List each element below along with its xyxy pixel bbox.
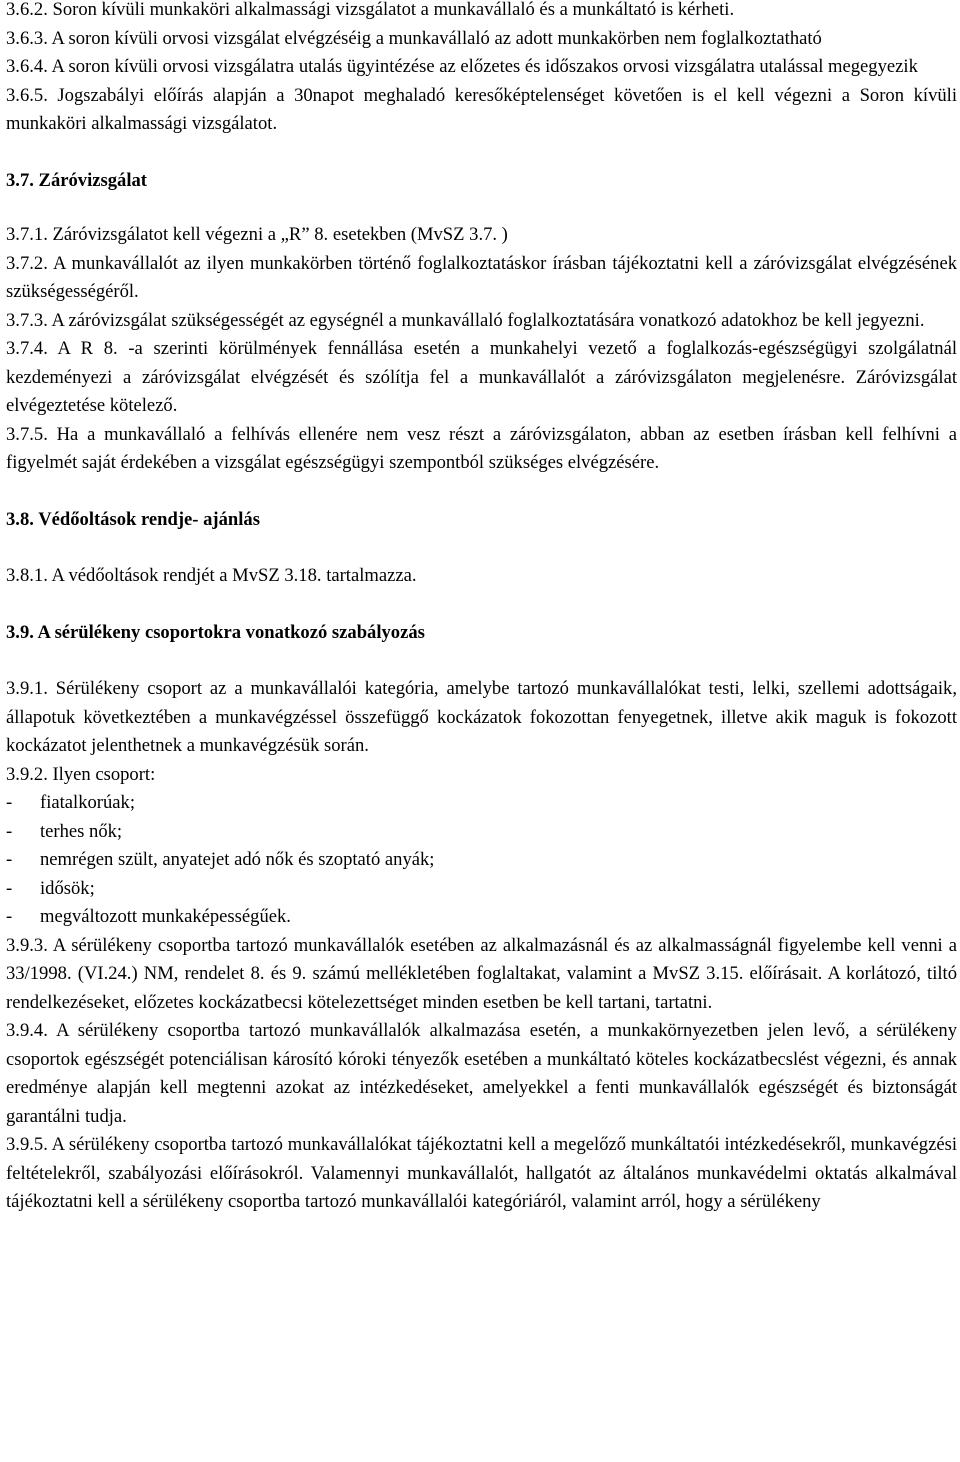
spacer [6,591,957,619]
list-item-text: fiatalkorúak; [40,792,135,813]
list-item-text: terhes nők; [40,820,123,842]
paragraph-3-9-5: 3.9.5. A sérülékeny csoportba tartozó munkavállalókat tájékoztatni kell a megelőző munkáltatói intézkedésekről, munkavégzési feltételekről, szabályozási előírásokról. Valamennyi munkavállalót, hallgatót az általános munkavédelmi oktatás alkalmával tájékoztatni kell a sérülékeny csoportba tartozó munkavállalói kategóriáról, valamint arról, hogy a sérülékeny [6,1134,957,1212]
list-item [6,903,957,932]
paragraph-3-7-4: 3.7.4. A R 8. -a szerinti körülmények fennállása esetén a munkahelyi vezető a foglalkozás-egészségügyi szolgálatnál kezdeményezi a záróvizsgálat elvégzését és szólítja fel a munkavállalót a záróvizsgálaton megjelenésre. Záróvizsgálat elvégeztetése kötelező. [6,338,957,416]
paragraph-3-9-3: 3.9.3. A sérülékeny csoportba tartozó munkavállalók esetében az alkalmazásnál és az alkalmasságnál figyelembe kell venni a 33/1998. (VI.24.) NM, rendelet 8. és 9. számú mellékletében foglaltakat, valamint a MvSZ 3.15. előírásait. A korlátozó, tiltó rendelkezéseket, előzetes kockázatbecsi kötelezettséget minden esetben be kell tartani, tartatni. [6,934,957,1013]
list-marker: - [6,792,13,813]
paragraph-3-9-1: 3.9.1. Sérülékeny csoport az a munkavállalói kategória, amelybe tartozó munkavállalókat testi, lelki, szellemi adottságaik, állapotuk következtében a munkavégzéssel összefüggő kockázatok fokozottan fenyegetnek, illetve akik maguk is fokozott kockázatot jelenthetnek a munkavégzésük során. [6,678,957,756]
paragraph-3-6-3: 3.6.3. A soron kívüli orvosi vizsgálat elvégzéséig a munkavállaló az adott munkakörben nem foglalkoztatható [6,27,822,49]
list-item [6,789,957,818]
heading-3-8: 3.8. Védőoltások rendje- ajánlás [6,508,260,530]
list-item [6,875,957,904]
list-marker: - [6,820,13,842]
spacer [6,534,957,562]
paragraph-3-7-1: 3.7.1. Záróvizsgálatot kell végezni a „R” 8. esetekben (MvSZ 3.7. ) [6,224,508,245]
spacer [6,478,957,506]
spacer [6,647,957,675]
heading-3-7: 3.7. Záróvizsgálat [6,169,147,191]
paragraph-3-9-2: 3.9.2. Ilyen csoport: [6,763,156,785]
paragraph-3-8-1: 3.8.1. A védőoltások rendjét a MvSZ 3.18. tartalmazza. [6,565,417,586]
heading-3-9: 3.9. A sérülékeny csoportokra vonatkozó szabályozás [6,621,425,643]
list-item-text: idősök; [40,877,95,899]
paragraph-3-9-4: 3.9.4. A sérülékeny csoportba tartozó munkavállalók alkalmazása esetén, a munkakörnyezetben jelen levő, a sérülékeny csoportok egészségét potenciálisan károsító kóroki tényezők esetében a munkáltató köteles kockázatbecslést végezni, és annak eredménye alapján kell megtenni azokat az intézkedéseket, amelyekkel a fenti munkavállalók egészségét és biztonságát garantálni tudja. [6,1020,957,1127]
list-item-text: megváltozott munkaképességűek. [40,906,291,927]
paragraph-3-7-2: 3.7.2. A munkavállalót az ilyen munkakörben történő foglalkoztatáskor írásban tájékoztatni kell a záróvizsgálat elvégzésének szükségességéről. [6,252,957,302]
paragraph-3-6-2: 3.6.2. Soron kívüli munkaköri alkalmassági vizsgálatot a munkavállaló és a munkáltató is kérheti. [6,0,735,20]
paragraph-3-6-5: 3.6.5. Jogszabályi előírás alapján a 30napot meghaladó keresőképtelenséget követően is el kell végezni a Soron kívüli munkaköri alkalmassági vizsgálatot. [6,84,957,134]
spacer [6,195,957,221]
list-item-text: nemrégen szült, anyatejet adó nők és szoptató anyák; [40,849,435,870]
list-marker: - [6,877,13,899]
spacer [6,139,957,167]
list-item [6,846,957,875]
paragraph-3-7-3: 3.7.3. A záróvizsgálat szükségességét az egységnél a munkavállaló foglalkoztatására vonatkozó adatokhoz be kell jegyezni. [6,309,925,331]
list-item [6,818,957,847]
list-marker: - [6,849,13,870]
list-marker: - [6,906,13,927]
paragraph-3-7-5: 3.7.5. Ha a munkavállaló a felhívás ellenére nem vesz részt a záróvizsgálaton, abban az esetben írásban kell felhívni a figyelmét saját érdekében a vizsgálat egészségügyi szempontból szükséges elvégzésére. [6,423,957,473]
paragraph-3-6-4: 3.6.4. A soron kívüli orvosi vizsgálatra utalás ügyintézése az előzetes és időszakos orvosi vizsgálatra utalással megegyezik [6,56,918,77]
